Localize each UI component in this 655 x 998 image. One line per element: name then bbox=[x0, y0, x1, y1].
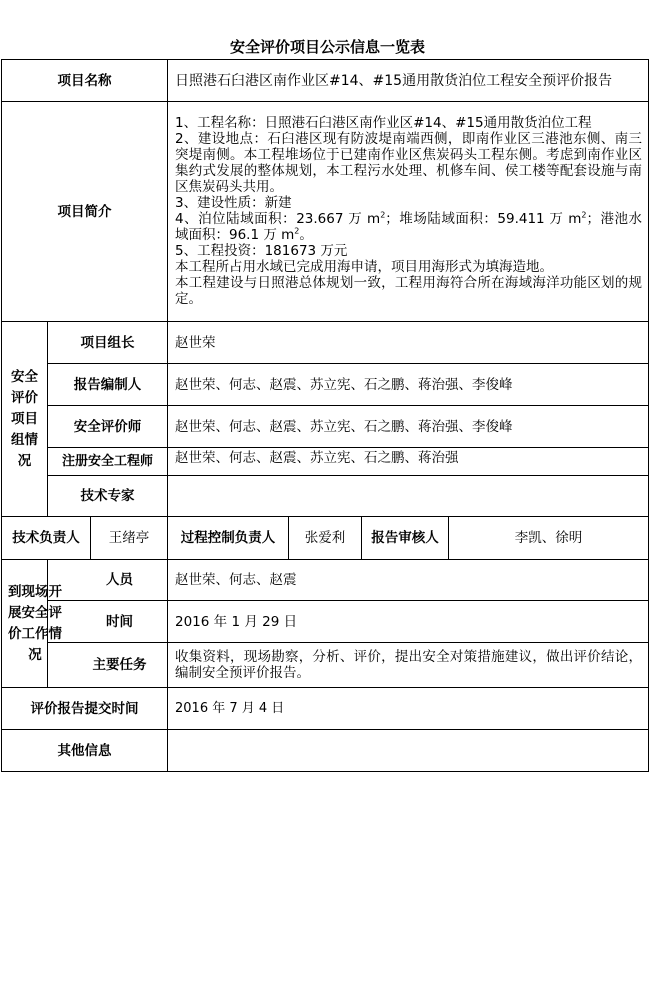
area-text-1: 4、泊位陆域面积：23.667 万 m bbox=[175, 211, 381, 227]
team-row-value: 赵世荣、何志、赵震、苏立宪、石之鹏、蒋治强 bbox=[168, 448, 649, 476]
onsite-task-value: 收集资料，现场勘察，分析、评价，提出安全对策措施建议，做出评价结论，编制安全预评价报告。 bbox=[168, 643, 649, 688]
project-name-value: 日照港石臼港区南作业区#14、#15通用散货泊位工程安全预评价报告 bbox=[168, 60, 649, 102]
onsite-task-label: 主要任务 bbox=[48, 643, 168, 688]
team-row-label: 注册安全工程师 bbox=[48, 448, 168, 476]
team-row-value: 赵世荣、何志、赵震、苏立宪、石之鹏、蒋治强、李俊峰 bbox=[168, 364, 649, 406]
review-label: 报告审核人 bbox=[371, 530, 439, 546]
area-text-4: 。 bbox=[299, 227, 313, 243]
review-cell bbox=[362, 517, 649, 560]
team-row-label: 报告编制人 bbox=[48, 364, 168, 406]
team-section-label: 安全评价项目组情况 bbox=[2, 322, 48, 517]
intro-line-6: 本工程所占用水域已完成用海申请，项目用海形式为填海造地。 bbox=[175, 259, 553, 275]
onsite-people-value: 赵世荣、何志、赵震 bbox=[168, 560, 649, 601]
onsite-section-text: 到现场开展安全评价工作情况 bbox=[8, 583, 62, 663]
process-value: 张爱利 bbox=[304, 530, 346, 546]
project-intro-value bbox=[168, 102, 649, 322]
info-table bbox=[1, 59, 649, 772]
area-text-2: ；堆场陆域面积：59.411 万 m bbox=[385, 211, 582, 227]
team-row bbox=[2, 364, 649, 406]
area-sup-3: 2 bbox=[294, 226, 300, 236]
team-row bbox=[2, 476, 649, 517]
intro-line-5: 5、工程投资：181673 万元 bbox=[175, 243, 348, 259]
area-sup-1: 2 bbox=[380, 210, 386, 220]
process-label: 过程控制负责人 bbox=[180, 530, 276, 546]
intro-line-1: 1、工程名称：日照港石臼港区南作业区#14、#15通用散货泊位工程 bbox=[175, 115, 592, 131]
team-row-value: 赵世荣、何志、赵震、苏立宪、石之鹏、蒋治强、李俊峰 bbox=[168, 406, 649, 448]
other-info-label: 其他信息 bbox=[2, 730, 168, 772]
team-row-label: 项目组长 bbox=[48, 322, 168, 364]
row-project-intro bbox=[2, 102, 649, 322]
page-title: 安全评价项目公示信息一览表 bbox=[229, 38, 425, 56]
team-row-label: 安全评价师 bbox=[48, 406, 168, 448]
area-text-3: ；港池水域面积：96.1 万 m bbox=[175, 211, 643, 243]
tech-label: 技术负责人 bbox=[12, 530, 80, 546]
tech-cell bbox=[2, 517, 168, 560]
onsite-time-value: 2016 年 1 月 29 日 bbox=[168, 601, 649, 643]
onsite-time-label: 时间 bbox=[48, 601, 168, 643]
team-row-value bbox=[168, 476, 649, 517]
onsite-section-label bbox=[2, 560, 62, 688]
row-project-name bbox=[2, 60, 649, 102]
team-row-value: 赵世荣 bbox=[168, 322, 649, 364]
onsite-row-task bbox=[2, 643, 649, 688]
row-submit-time bbox=[2, 688, 649, 730]
project-intro-label: 项目简介 bbox=[2, 102, 168, 322]
intro-line-7: 本工程建设与日照港总体规划一致，工程用海符合所在海域海洋功能区划的规定。 bbox=[175, 275, 643, 307]
submit-time-value: 2016 年 7 月 4 日 bbox=[168, 688, 649, 730]
intro-line-2: 2、建设地点：石臼港区现有防波堤南端西侧，即南作业区三港池东侧、南三突堤南侧。本工程堆场位于已建南作业区焦炭码头工程东侧。考虑到南作业区集约式发展的整体规划，本工程污水处理、机修车间、侯工楼等配套设施与南区焦炭码头共用。 bbox=[175, 131, 643, 195]
submit-time-label: 评价报告提交时间 bbox=[2, 688, 168, 730]
team-row-label: 技术专家 bbox=[48, 476, 168, 517]
onsite-row-people bbox=[2, 560, 649, 601]
review-value: 李凯、徐明 bbox=[514, 530, 583, 546]
onsite-row-time bbox=[2, 601, 649, 643]
project-name-label: 项目名称 bbox=[2, 60, 168, 102]
onsite-people-label: 人员 bbox=[48, 560, 168, 601]
process-cell bbox=[168, 517, 362, 560]
intro-line-4 bbox=[175, 211, 642, 243]
other-info-value bbox=[168, 730, 649, 772]
row-responsible bbox=[2, 517, 649, 560]
tech-value: 王绪亭 bbox=[108, 530, 150, 546]
row-other-info bbox=[2, 730, 649, 772]
intro-line-3: 3、建设性质：新建 bbox=[175, 195, 292, 211]
team-row bbox=[2, 406, 649, 448]
team-row bbox=[2, 322, 649, 364]
team-row bbox=[2, 448, 649, 476]
area-sup-2: 2 bbox=[581, 210, 587, 220]
